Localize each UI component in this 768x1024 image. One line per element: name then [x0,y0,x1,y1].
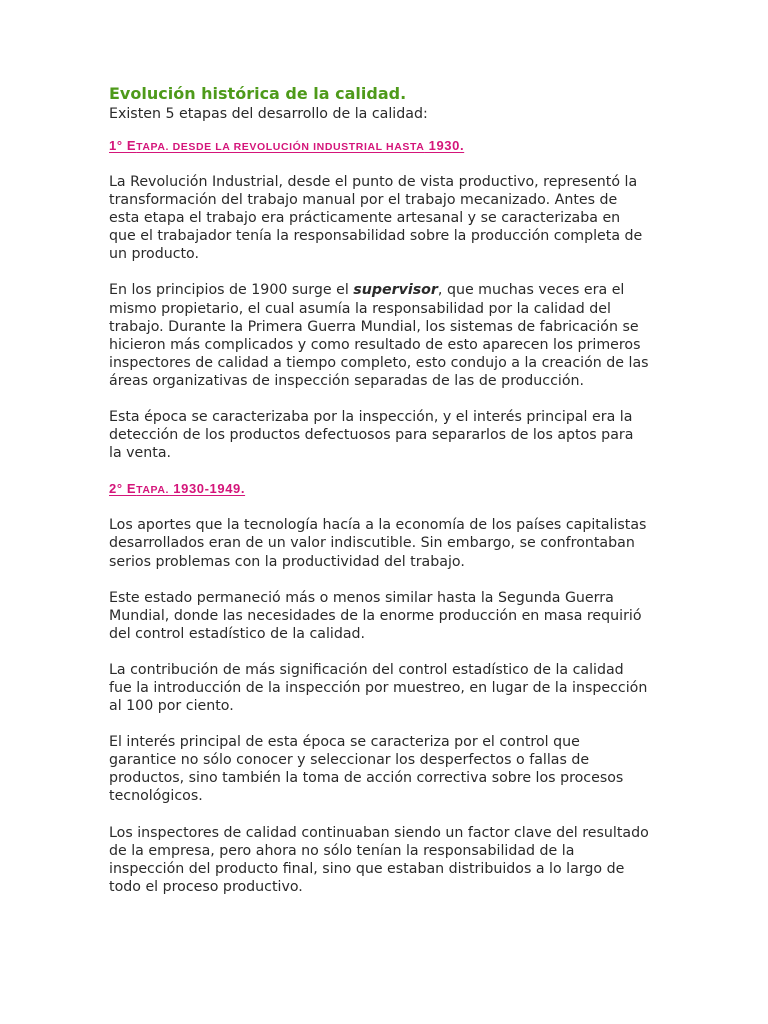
supervisor-emphasis: supervisor [353,282,438,299]
stage2-paragraph-3: La contribución de más significación del control estadístico de la calidad fue la introducción de la inspección por muestreo, en lugar de la inspección al 100 por ciento. [109,661,648,715]
document-page [109,83,649,896]
stage2-heading: 2° ETAPA. 1930-1949. [109,481,246,497]
stage2-paragraph-4: El interés principal de esta época se caracteriza por el control que garantice no sólo conocer y seleccionar los desperfectos o fallas de productos, sino también la toma de acción correctiva sobre los procesos tecnológicos. [109,734,624,805]
stage2-paragraph-1: Los aportes que la tecnología hacía a la economía de los países capitalistas desarrollados eran de un valor indiscutible. Sin embargo, se confrontaban serios problemas con la productividad del trabajo. [109,517,647,570]
stage2-paragraph-2: Este estado permaneció más o menos similar hasta la Segunda Guerra Mundial, donde las necesidades de la enorme producción en masa requirió del control estadístico de la calidad. [109,589,642,642]
stage1-paragraph-1: La Revolución Industrial, desde el punto de vista productivo, representó la transformación del trabajo manual por el trabajo mecanizado. Antes de esta etapa el trabajo era prácticamente artesanal y se caracterizaba en que el trabajador tenía la responsabilidad sobre la producción completa de un producto. [109,174,643,263]
stage1-heading: 1° ETAPA. DESDE LA REVOLUCIÓN INDUSTRIAL HASTA 1930. [109,138,465,153]
intro-text: Existen 5 etapas del desarrollo de la calidad: [109,106,428,122]
document-title: Evolución histórica de la calidad. [109,84,407,103]
stage1-paragraph-3: Esta época se caracterizaba por la inspección, y el interés principal era la detección de los productos defectuosos para separarlos de los aptos para la venta. [109,409,634,462]
stage1-paragraph-2: En los principios de 1900 surge el supervisor, que muchas veces era el mismo propietario, el cual asumía la responsabilidad por la calidad del trabajo. Durante la Primera Guerra Mundial, los sistemas de fabricación se hicieron más complicados y como resultado de esto aparecen los primeros inspectores de calidad a tiempo completo, esto condujo a la creación de las áreas organizativas de inspección separadas de las de producción. [109,282,649,389]
stage2-paragraph-5: Los inspectores de calidad continuaban siendo un factor clave del resultado de la empresa, pero ahora no sólo tenían la responsabilidad de la inspección del producto final, sino que estaban distribuidos a lo largo de todo el proceso productivo. [109,824,649,895]
